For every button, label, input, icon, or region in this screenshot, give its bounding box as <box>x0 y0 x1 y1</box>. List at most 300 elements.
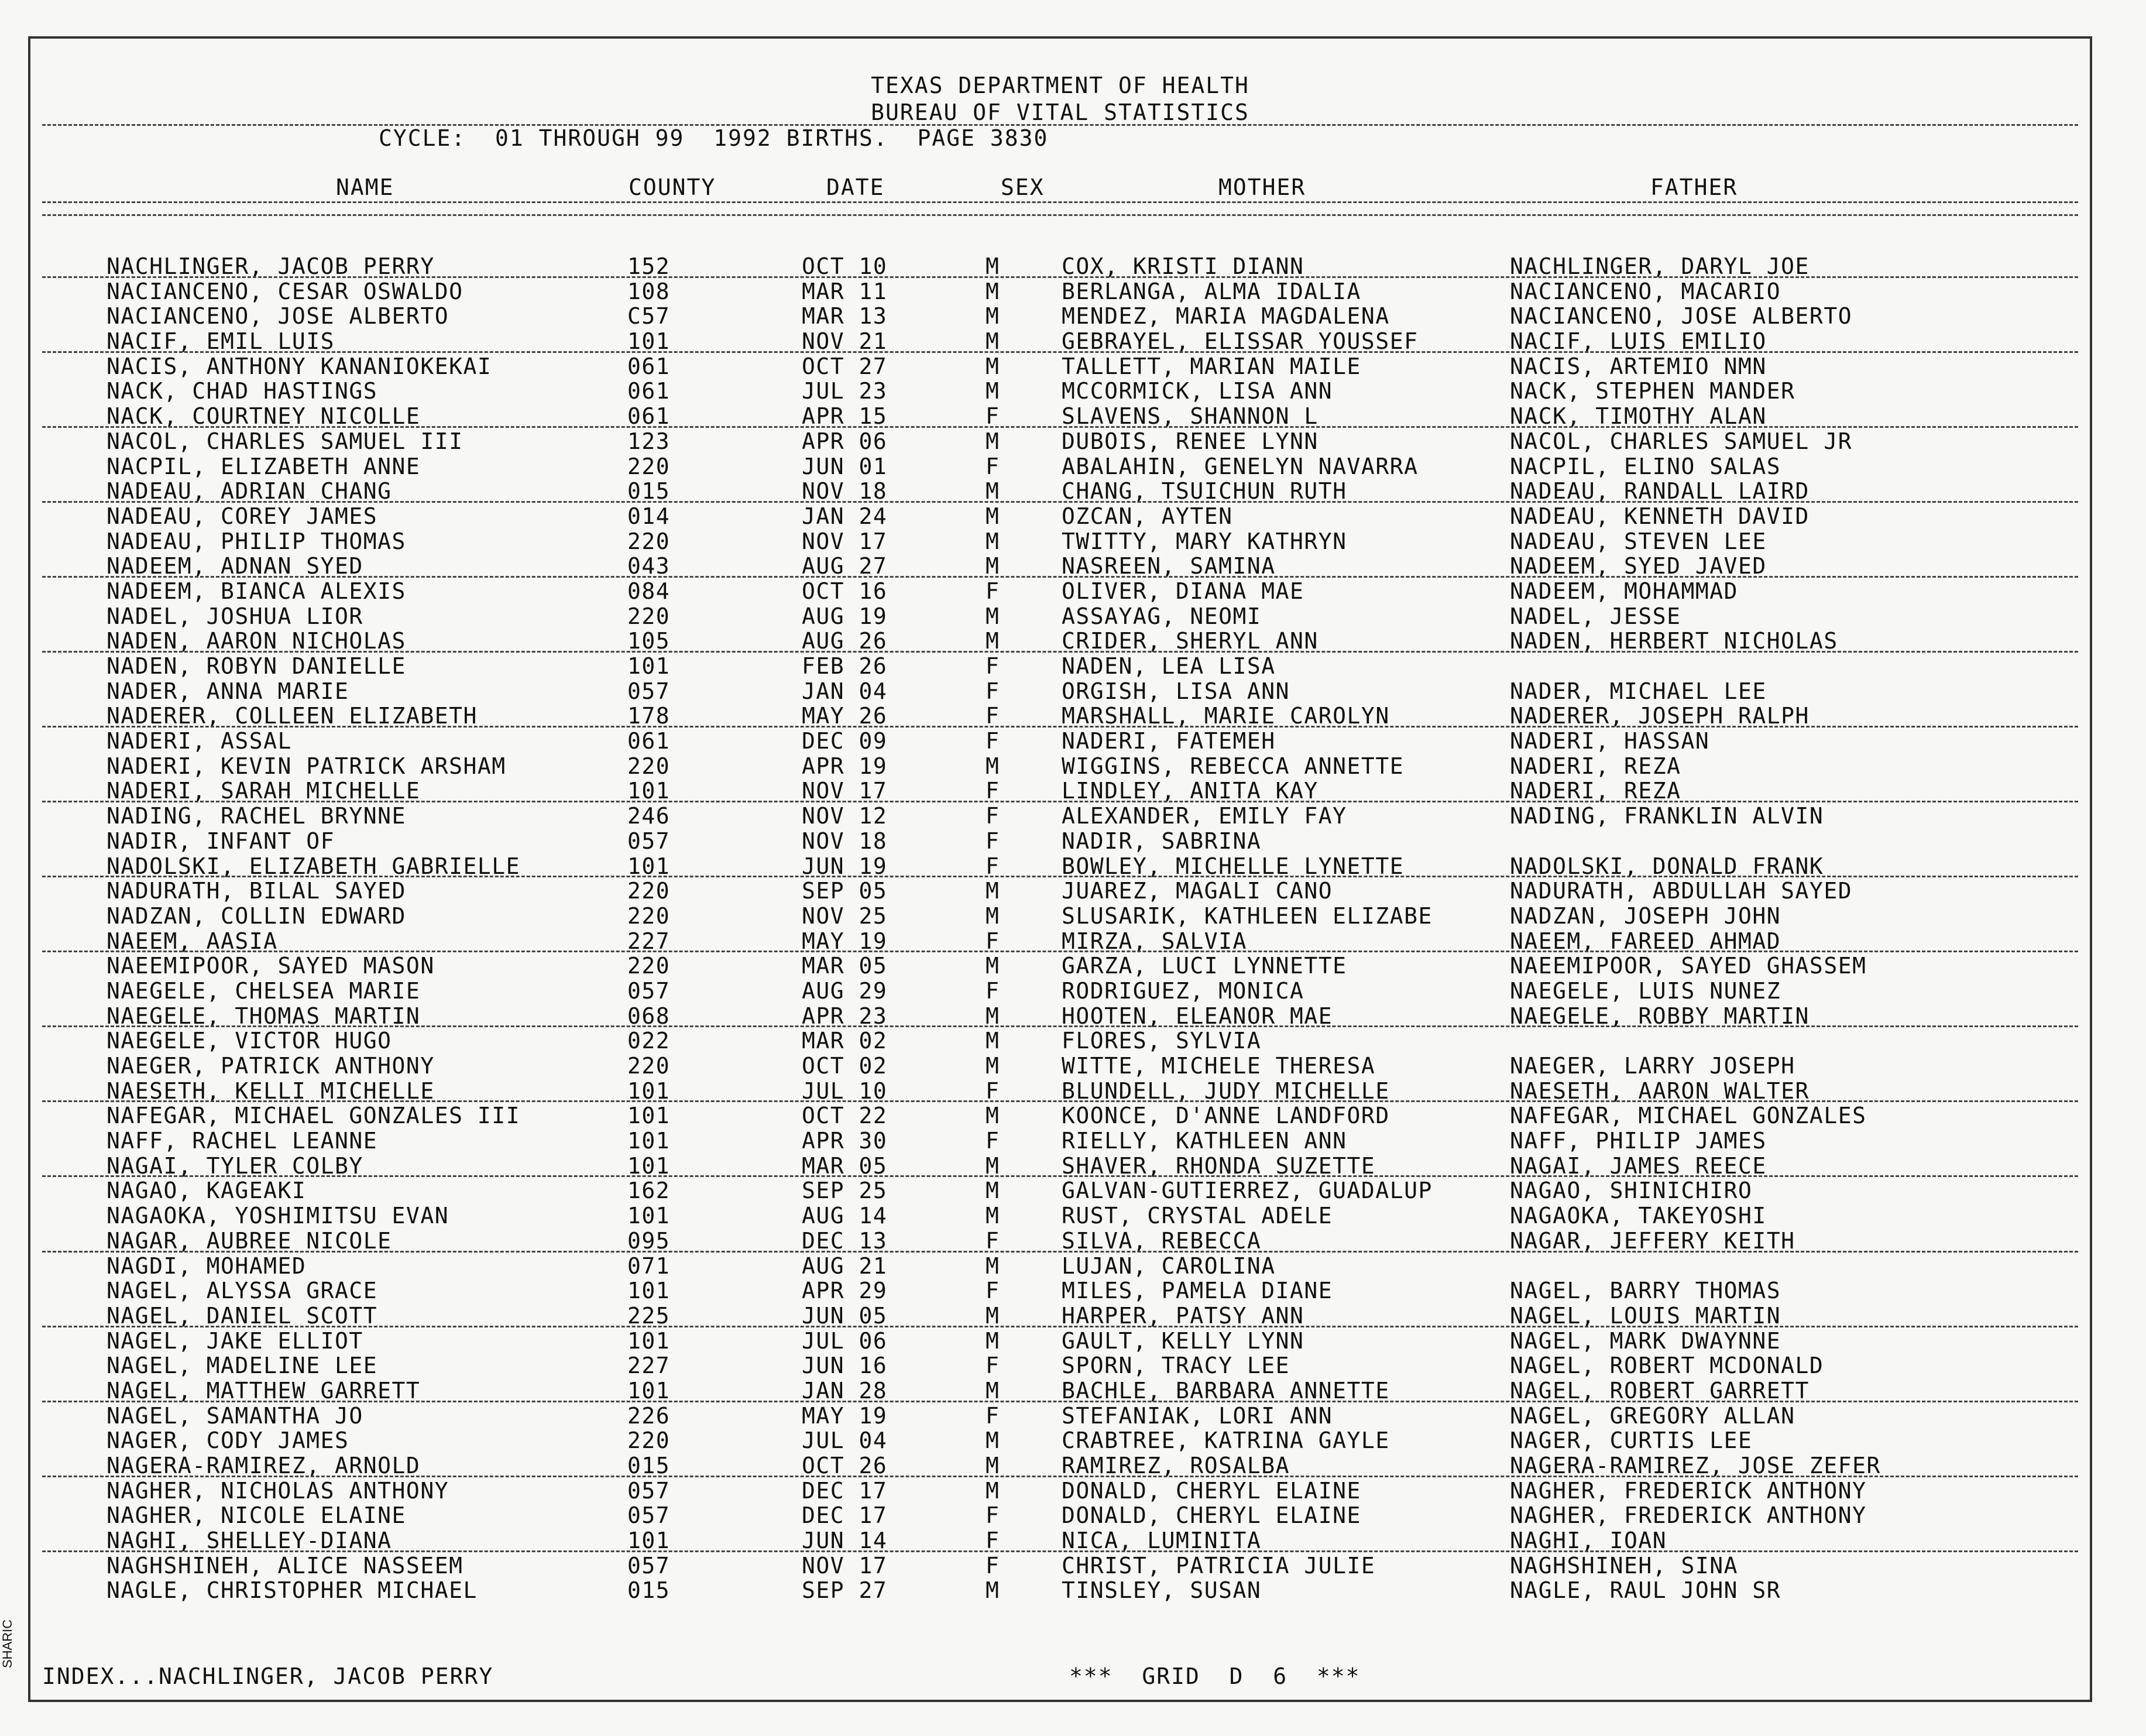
record-mother: MILES, PAMELA DIANE <box>1062 1278 1333 1304</box>
record-name: NAGEL, JAKE ELLIOT <box>107 1327 363 1354</box>
record-sex: M <box>986 1103 1000 1129</box>
record-row <box>30 1178 2090 1203</box>
record-mother: MARSHALL, MARIE CAROLYN <box>1062 703 1390 729</box>
record-sex: F <box>986 1078 1000 1104</box>
record-father: NAGHER, FREDERICK ANTHONY <box>1510 1477 1867 1504</box>
record-county: 015 <box>627 1577 671 1604</box>
record-row <box>30 1329 2090 1354</box>
record-father: NAGEL, ROBERT MCDONALD <box>1510 1353 1824 1379</box>
record-name: NACK, COURTNEY NICOLLE <box>107 403 421 430</box>
record-sex: F <box>986 678 1000 704</box>
record-row <box>30 1154 2090 1179</box>
column-header-date: DATE <box>826 174 885 200</box>
record-row <box>30 1004 2090 1029</box>
record-mother: NICA, LUMINITA <box>1062 1528 1262 1554</box>
record-name: NADEEM, BIANCA ALEXIS <box>107 578 406 604</box>
record-mother: WIGGINS, REBECCA ANNETTE <box>1062 753 1405 779</box>
record-sex: M <box>986 253 1000 279</box>
record-mother: MENDEZ, MARIA MAGDALENA <box>1062 303 1390 330</box>
record-date: MAR 05 <box>802 1152 888 1179</box>
record-father: NAGER, CURTIS LEE <box>1510 1428 1753 1454</box>
record-name: NADEL, JOSHUA LIOR <box>107 603 363 629</box>
record-county: 061 <box>627 403 671 430</box>
record-date: SEP 25 <box>802 1178 888 1204</box>
record-name: NAFF, RACHEL LEANNE <box>107 1128 378 1154</box>
record-mother: CHRIST, PATRICIA JULIE <box>1062 1552 1376 1579</box>
record-county: 057 <box>627 1477 671 1504</box>
record-county: 101 <box>627 1377 671 1404</box>
record-date: JUN 05 <box>802 1302 888 1329</box>
record-name: NADOLSKI, ELIZABETH GABRIELLE <box>107 853 520 879</box>
record-row <box>30 904 2090 929</box>
record-name: NADEAU, ADRIAN CHANG <box>107 478 392 505</box>
record-father: NADEAU, STEVEN LEE <box>1510 528 1767 554</box>
record-row <box>30 1103 2090 1128</box>
record-date: JUN 14 <box>802 1528 888 1554</box>
column-header-divider <box>42 201 2078 203</box>
record-name: NAGAI, TYLER COLBY <box>107 1152 363 1179</box>
record-row <box>30 529 2090 554</box>
record-county: 220 <box>627 953 671 979</box>
record-date: MAR 13 <box>802 303 888 330</box>
record-sex: M <box>986 903 1000 929</box>
column-header-name: NAME <box>336 174 394 200</box>
record-name: NADZAN, COLLIN EDWARD <box>107 903 406 929</box>
record-county: 220 <box>627 1428 671 1454</box>
record-mother: NADERI, FATEMEH <box>1062 728 1276 754</box>
record-county: 101 <box>627 1203 671 1229</box>
record-sex: M <box>986 1178 1000 1204</box>
record-county: 057 <box>627 678 671 704</box>
record-sex: F <box>986 928 1000 954</box>
record-row <box>30 953 2090 979</box>
record-father: NADZAN, JOSEPH JOHN <box>1510 903 1781 929</box>
record-date: APR 30 <box>802 1128 888 1154</box>
record-name: NAGAO, KAGEAKI <box>107 1178 307 1204</box>
record-row <box>30 504 2090 529</box>
record-county: 220 <box>627 753 671 779</box>
record-row <box>30 629 2090 654</box>
record-row <box>30 879 2090 904</box>
record-sex: F <box>986 778 1000 804</box>
record-mother: ASSAYAG, NEOMI <box>1062 603 1262 629</box>
record-mother: SLAVENS, SHANNON L <box>1062 403 1318 430</box>
record-name: NAESETH, KELLI MICHELLE <box>107 1078 435 1104</box>
record-county: 061 <box>627 378 671 404</box>
record-county: 068 <box>627 1003 671 1029</box>
record-row <box>30 1028 2090 1054</box>
record-date: NOV 21 <box>802 328 888 355</box>
record-father: NAGEL, MARK DWAYNNE <box>1510 1327 1781 1354</box>
record-date: OCT 27 <box>802 353 888 379</box>
record-mother: ALEXANDER, EMILY FAY <box>1062 803 1347 829</box>
record-date: JAN 24 <box>802 503 888 529</box>
record-row <box>30 1378 2090 1404</box>
record-mother: LINDLEY, ANITA KAY <box>1062 778 1318 804</box>
record-father: NADOLSKI, DONALD FRANK <box>1510 853 1824 879</box>
record-father: NADEAU, RANDALL LAIRD <box>1510 478 1809 505</box>
record-mother: OZCAN, AYTEN <box>1062 503 1233 529</box>
record-mother: DONALD, CHERYL ELAINE <box>1062 1502 1361 1529</box>
record-date: NOV 17 <box>802 778 888 804</box>
record-name: NADEAU, PHILIP THOMAS <box>107 528 406 554</box>
record-sex: F <box>986 803 1000 829</box>
record-father: NADER, MICHAEL LEE <box>1510 678 1767 704</box>
record-name: NAGAR, AUBREE NICOLE <box>107 1227 392 1254</box>
record-row <box>30 1054 2090 1079</box>
record-row <box>30 1528 2090 1553</box>
record-mother: MCCORMICK, LISA ANN <box>1062 378 1333 404</box>
record-name: NADIR, INFANT OF <box>107 828 335 854</box>
record-name: NACIF, EMIL LUIS <box>107 328 335 355</box>
grid-footer: *** GRID D 6 *** <box>1069 1663 1361 1689</box>
record-mother: ORGISH, LISA ANN <box>1062 678 1290 704</box>
record-name: NADING, RACHEL BRYNNE <box>107 803 406 829</box>
record-sex: M <box>986 1003 1000 1029</box>
record-date: MAR 02 <box>802 1028 888 1054</box>
record-county: 101 <box>627 1327 671 1354</box>
record-mother: RODRIGUEZ, MONICA <box>1062 977 1304 1004</box>
record-father: NADEEM, MOHAMMAD <box>1510 578 1739 604</box>
record-name: NAGER, CODY JAMES <box>107 1428 349 1454</box>
record-date: OCT 02 <box>802 1053 888 1079</box>
record-mother: RIELLY, KATHLEEN ANN <box>1062 1128 1347 1154</box>
record-county: 227 <box>627 1353 671 1379</box>
record-row <box>30 604 2090 629</box>
record-sex: F <box>986 403 1000 430</box>
record-row <box>30 1303 2090 1329</box>
record-father: NAGAOKA, TAKEYOSHI <box>1510 1203 1767 1229</box>
record-sex: M <box>986 1428 1000 1454</box>
record-sex: M <box>986 503 1000 529</box>
record-sex: F <box>986 1353 1000 1379</box>
record-county: 225 <box>627 1302 671 1329</box>
record-row <box>30 354 2090 379</box>
record-father: NAFF, PHILIP JAMES <box>1510 1128 1767 1154</box>
record-sex: F <box>986 1128 1000 1154</box>
record-county: 101 <box>627 1128 671 1154</box>
record-name: NADERI, KEVIN PATRICK ARSHAM <box>107 753 506 779</box>
bureau-title: BUREAU OF VITAL STATISTICS <box>871 100 1249 125</box>
record-date: AUG 21 <box>802 1253 888 1279</box>
record-county: 101 <box>627 328 671 355</box>
record-row <box>30 1079 2090 1104</box>
record-father: NACIF, LUIS EMILIO <box>1510 328 1767 355</box>
record-county: 220 <box>627 1053 671 1079</box>
record-father: NACK, TIMOTHY ALAN <box>1510 403 1767 430</box>
record-sex: F <box>986 977 1000 1004</box>
record-mother: STEFANIAK, LORI ANN <box>1062 1402 1333 1429</box>
record-date: APR 19 <box>802 753 888 779</box>
record-name: NADEAU, COREY JAMES <box>107 503 378 529</box>
record-row <box>30 1229 2090 1254</box>
record-name: NADEN, ROBYN DANIELLE <box>107 653 406 679</box>
record-mother: BOWLEY, MICHELLE LYNETTE <box>1062 853 1405 879</box>
record-county: 220 <box>627 528 671 554</box>
record-sex: M <box>986 1152 1000 1179</box>
record-name: NAGEL, MADELINE LEE <box>107 1353 378 1379</box>
record-father: NADING, FRANKLIN ALVIN <box>1510 803 1824 829</box>
record-father: NAEEMIPOOR, SAYED GHASSEM <box>1510 953 1867 979</box>
record-sex: M <box>986 428 1000 454</box>
column-header-divider-lower <box>42 214 2078 216</box>
record-mother: HOOTEN, ELEANOR MAE <box>1062 1003 1333 1029</box>
record-father: NACK, STEPHEN MANDER <box>1510 378 1795 404</box>
record-row <box>30 704 2090 729</box>
record-row <box>30 1553 2090 1579</box>
record-row <box>30 479 2090 504</box>
record-county: 061 <box>627 353 671 379</box>
record-date: NOV 17 <box>802 528 888 554</box>
record-mother: SILVA, REBECCA <box>1062 1227 1262 1254</box>
record-father: NADEL, JESSE <box>1510 603 1681 629</box>
record-sex: M <box>986 378 1000 404</box>
record-county: 226 <box>627 1402 671 1429</box>
record-county: 220 <box>627 453 671 479</box>
record-county: 101 <box>627 1278 671 1304</box>
cycle-line: CYCLE: 01 THROUGH 99 1992 BIRTHS. PAGE 3830 <box>379 125 1049 151</box>
record-row <box>30 1203 2090 1229</box>
record-sex: F <box>986 1402 1000 1429</box>
record-row <box>30 1453 2090 1478</box>
record-father: NAEGELE, ROBBY MARTIN <box>1510 1003 1809 1029</box>
record-row <box>30 654 2090 679</box>
record-mother: DUBOIS, RENEE LYNN <box>1062 428 1318 454</box>
record-name: NAGHER, NICHOLAS ANTHONY <box>107 1477 449 1504</box>
record-sex: F <box>986 1552 1000 1579</box>
record-county: 071 <box>627 1253 671 1279</box>
record-father: NAGHSHINEH, SINA <box>1510 1552 1739 1579</box>
record-sex: M <box>986 278 1000 304</box>
record-mother: SLUSARIK, KATHLEEN ELIZABE <box>1062 903 1433 929</box>
record-name: NADURATH, BILAL SAYED <box>107 878 406 904</box>
record-name: NAFEGAR, MICHAEL GONZALES III <box>107 1103 520 1129</box>
record-mother: ABALAHIN, GENELYN NAVARRA <box>1062 453 1419 479</box>
record-father: NAGAR, JEFFERY KEITH <box>1510 1227 1795 1254</box>
record-sex: F <box>986 703 1000 729</box>
record-county: 015 <box>627 1453 671 1478</box>
record-row <box>30 279 2090 304</box>
record-row <box>30 1278 2090 1303</box>
record-name: NAGEL, ALYSSA GRACE <box>107 1278 378 1304</box>
column-header-mother: MOTHER <box>1218 174 1306 200</box>
record-name: NADEEM, ADNAN SYED <box>107 553 363 579</box>
record-date: APR 06 <box>802 428 888 454</box>
record-date: NOV 17 <box>802 1552 888 1579</box>
record-name: NAGHER, NICOLE ELAINE <box>107 1502 406 1529</box>
record-father: NAGEL, BARRY THOMAS <box>1510 1278 1781 1304</box>
record-sex: F <box>986 1502 1000 1529</box>
record-page-frame <box>28 36 2092 1702</box>
record-date: MAR 11 <box>802 278 888 304</box>
record-date: DEC 17 <box>802 1502 888 1529</box>
record-name: NADERI, SARAH MICHELLE <box>107 778 421 804</box>
record-row <box>30 404 2090 429</box>
record-mother: LUJAN, CAROLINA <box>1062 1253 1276 1279</box>
record-date: SEP 27 <box>802 1577 888 1604</box>
record-county: 057 <box>627 977 671 1004</box>
record-father: NADEAU, KENNETH DAVID <box>1510 503 1809 529</box>
record-date: NOV 12 <box>802 803 888 829</box>
record-date: JUN 16 <box>802 1353 888 1379</box>
record-name: NAGERA-RAMIREZ, ARNOLD <box>107 1453 421 1478</box>
record-sex: M <box>986 478 1000 505</box>
record-row <box>30 979 2090 1004</box>
record-father: NAGAO, SHINICHIRO <box>1510 1178 1753 1204</box>
record-father: NAGERA-RAMIREZ, JOSE ZEFER <box>1510 1453 1881 1478</box>
record-name: NADERI, ASSAL <box>107 728 292 754</box>
record-sex: M <box>986 1203 1000 1229</box>
record-name: NAEEMIPOOR, SAYED MASON <box>107 953 435 979</box>
record-county: 101 <box>627 778 671 804</box>
record-sex: M <box>986 528 1000 554</box>
record-date: OCT 26 <box>802 1453 888 1478</box>
record-row <box>30 929 2090 954</box>
record-row <box>30 329 2090 354</box>
record-row <box>30 829 2090 854</box>
record-sex: M <box>986 1477 1000 1504</box>
record-date: APR 15 <box>802 403 888 430</box>
record-mother: TWITTY, MARY KATHRYN <box>1062 528 1347 554</box>
record-row <box>30 579 2090 604</box>
record-date: SEP 05 <box>802 878 888 904</box>
record-row <box>30 804 2090 829</box>
record-row <box>30 679 2090 704</box>
record-county: 220 <box>627 603 671 629</box>
record-county: 022 <box>627 1028 671 1054</box>
record-name: NAEGELE, VICTOR HUGO <box>107 1028 392 1054</box>
record-date: OCT 16 <box>802 578 888 604</box>
record-father: NACIS, ARTEMIO NMN <box>1510 353 1767 379</box>
record-mother: NADIR, SABRINA <box>1062 828 1262 854</box>
record-name: NAGDI, MOHAMED <box>107 1253 307 1279</box>
record-county: 101 <box>627 1528 671 1554</box>
record-county: 162 <box>627 1178 671 1204</box>
record-date: NOV 18 <box>802 828 888 854</box>
record-mother: KOONCE, D'ANNE LANDFORD <box>1062 1103 1390 1129</box>
record-county: 057 <box>627 1552 671 1579</box>
record-mother: SPORN, TRACY LEE <box>1062 1353 1290 1379</box>
record-father: NADEN, HERBERT NICHOLAS <box>1510 628 1838 654</box>
record-mother: CHANG, TSUICHUN RUTH <box>1062 478 1347 505</box>
record-county: 123 <box>627 428 671 454</box>
record-sex: M <box>986 1577 1000 1604</box>
record-county: 061 <box>627 728 671 754</box>
record-sex: M <box>986 1053 1000 1079</box>
record-sex: M <box>986 1453 1000 1478</box>
record-name: NAGHSHINEH, ALICE NASSEEM <box>107 1552 463 1579</box>
record-county: 084 <box>627 578 671 604</box>
record-county: 015 <box>627 478 671 505</box>
record-date: DEC 17 <box>802 1477 888 1504</box>
record-father: NACPIL, ELINO SALAS <box>1510 453 1781 479</box>
record-mother: GAULT, KELLY LYNN <box>1062 1327 1304 1354</box>
record-date: AUG 29 <box>802 977 888 1004</box>
record-date: AUG 14 <box>802 1203 888 1229</box>
record-father: NADURATH, ABDULLAH SAYED <box>1510 878 1853 904</box>
record-row <box>30 304 2090 329</box>
record-mother: DONALD, CHERYL ELAINE <box>1062 1477 1361 1504</box>
record-name: NADER, ANNA MARIE <box>107 678 349 704</box>
record-name: NAGHI, SHELLEY-DIANA <box>107 1528 392 1554</box>
record-county: 101 <box>627 1152 671 1179</box>
record-row <box>30 1353 2090 1378</box>
birth-record-list <box>30 254 2090 1603</box>
record-name: NACK, CHAD HASTINGS <box>107 378 378 404</box>
record-mother: RAMIREZ, ROSALBA <box>1062 1453 1290 1478</box>
record-row <box>30 454 2090 479</box>
record-sex: M <box>986 1028 1000 1054</box>
record-date: JAN 04 <box>802 678 888 704</box>
record-sex: F <box>986 1227 1000 1254</box>
record-county: 246 <box>627 803 671 829</box>
record-sex: F <box>986 853 1000 879</box>
record-father: NACIANCENO, MACARIO <box>1510 278 1781 304</box>
record-father: NACHLINGER, DARYL JOE <box>1510 253 1809 279</box>
record-name: NAEGELE, THOMAS MARTIN <box>107 1003 421 1029</box>
record-mother: NASREEN, SAMINA <box>1062 553 1276 579</box>
record-sex: F <box>986 728 1000 754</box>
record-name: NADEN, AARON NICHOLAS <box>107 628 406 654</box>
record-date: OCT 10 <box>802 253 888 279</box>
record-name: NAEGELE, CHELSEA MARIE <box>107 977 421 1004</box>
record-row <box>30 1503 2090 1528</box>
record-mother: JUAREZ, MAGALI CANO <box>1062 878 1333 904</box>
record-mother: BLUNDELL, JUDY MICHELLE <box>1062 1078 1390 1104</box>
record-date: JAN 28 <box>802 1377 888 1404</box>
record-mother: GARZA, LUCI LYNNETTE <box>1062 953 1347 979</box>
record-county: 101 <box>627 653 671 679</box>
record-mother: WITTE, MICHELE THERESA <box>1062 1053 1376 1079</box>
record-date: APR 23 <box>802 1003 888 1029</box>
record-county: 043 <box>627 553 671 579</box>
record-date: NOV 18 <box>802 478 888 505</box>
record-sex: F <box>986 578 1000 604</box>
record-date: MAR 05 <box>802 953 888 979</box>
record-father: NADEEM, SYED JAVED <box>1510 553 1767 579</box>
record-mother: CRABTREE, KATRINA GAYLE <box>1062 1428 1390 1454</box>
record-county: 014 <box>627 503 671 529</box>
header-divider <box>42 124 2078 126</box>
record-row <box>30 1578 2090 1603</box>
record-mother: NADEN, LEA LISA <box>1062 653 1276 679</box>
record-father: NADERI, REZA <box>1510 778 1681 804</box>
record-county: 227 <box>627 928 671 954</box>
record-date: FEB 26 <box>802 653 888 679</box>
record-mother: FLORES, SYLVIA <box>1062 1028 1262 1054</box>
record-date: JUN 19 <box>802 853 888 879</box>
record-father: NADERER, JOSEPH RALPH <box>1510 703 1809 729</box>
record-father: NAGAI, JAMES REECE <box>1510 1152 1767 1179</box>
department-title: TEXAS DEPARTMENT OF HEALTH <box>871 73 1249 98</box>
record-father: NAGHI, IOAN <box>1510 1528 1667 1554</box>
record-county: 057 <box>627 828 671 854</box>
record-sex: M <box>986 1377 1000 1404</box>
record-date: JUL 10 <box>802 1078 888 1104</box>
record-county: 095 <box>627 1227 671 1254</box>
record-sex: F <box>986 1528 1000 1554</box>
record-row <box>30 1128 2090 1154</box>
record-date: NOV 25 <box>802 903 888 929</box>
record-row <box>30 254 2090 279</box>
record-county: 152 <box>627 253 671 279</box>
record-sex: F <box>986 453 1000 479</box>
record-row <box>30 1478 2090 1504</box>
record-father: NADERI, REZA <box>1510 753 1681 779</box>
record-father: NACOL, CHARLES SAMUEL JR <box>1510 428 1853 454</box>
record-name: NACIANCENO, CESAR OSWALDO <box>107 278 463 304</box>
record-date: APR 29 <box>802 1278 888 1304</box>
